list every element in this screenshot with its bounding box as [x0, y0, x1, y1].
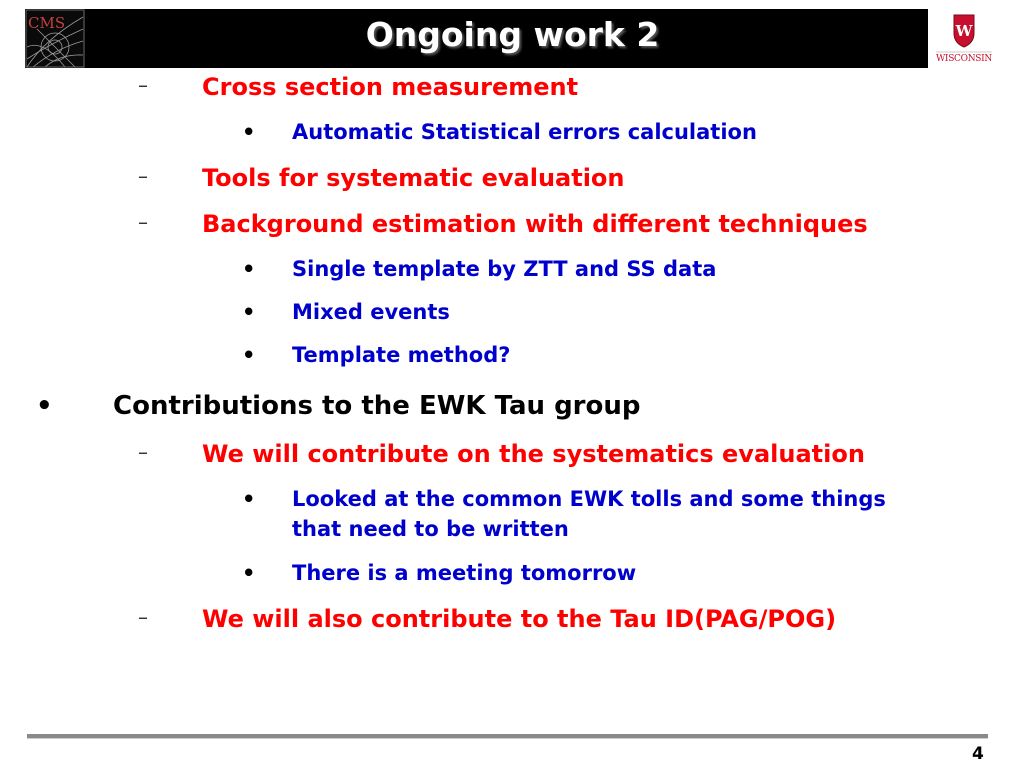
- item-text: Cross section measurement: [202, 73, 579, 101]
- item-text: Template method?: [292, 343, 511, 367]
- cms-logo-label: CMS: [28, 14, 66, 32]
- dash-bullet: –: [138, 73, 148, 97]
- item-text: Mixed events: [292, 300, 450, 324]
- footer-divider: [27, 734, 988, 738]
- dot-bullet: •: [242, 487, 256, 511]
- item-text: There is a meeting tomorrow: [292, 561, 637, 585]
- page-number: 4: [972, 744, 984, 764]
- dash-bullet: –: [138, 164, 148, 188]
- uw-logo: [928, 9, 1000, 68]
- dot-bullet: •: [36, 391, 53, 421]
- item-text: Contributions to the EWK Tau group: [113, 391, 641, 421]
- dot-bullet: •: [242, 343, 256, 367]
- item-text: We will contribute on the systematics evaluation: [202, 440, 865, 468]
- item-text: Looked at the common EWK tolls and some things: [292, 487, 886, 511]
- uw-logo-label: WISCONSIN: [935, 54, 992, 64]
- item-text: We will also contribute to the Tau ID(PAG/POG): [202, 605, 837, 633]
- dot-bullet: •: [242, 257, 256, 281]
- dash-bullet: –: [138, 440, 148, 464]
- item-text: Automatic Statistical errors calculation: [292, 120, 757, 144]
- title-bar: [25, 9, 1000, 68]
- item-text: Single template by ZTT and SS data: [292, 257, 717, 281]
- dot-bullet: •: [242, 561, 256, 585]
- slide-title: Ongoing work 2: [365, 15, 660, 54]
- dash-bullet: –: [138, 605, 148, 629]
- svg-text:W: W: [955, 22, 973, 40]
- dot-bullet: •: [242, 300, 256, 324]
- item-text: Tools for systematic evaluation: [202, 164, 625, 192]
- dash-bullet: –: [138, 210, 148, 234]
- item-text: that need to be written: [292, 517, 569, 541]
- item-text: Background estimation with different techniques: [202, 210, 868, 238]
- dot-bullet: •: [242, 120, 256, 144]
